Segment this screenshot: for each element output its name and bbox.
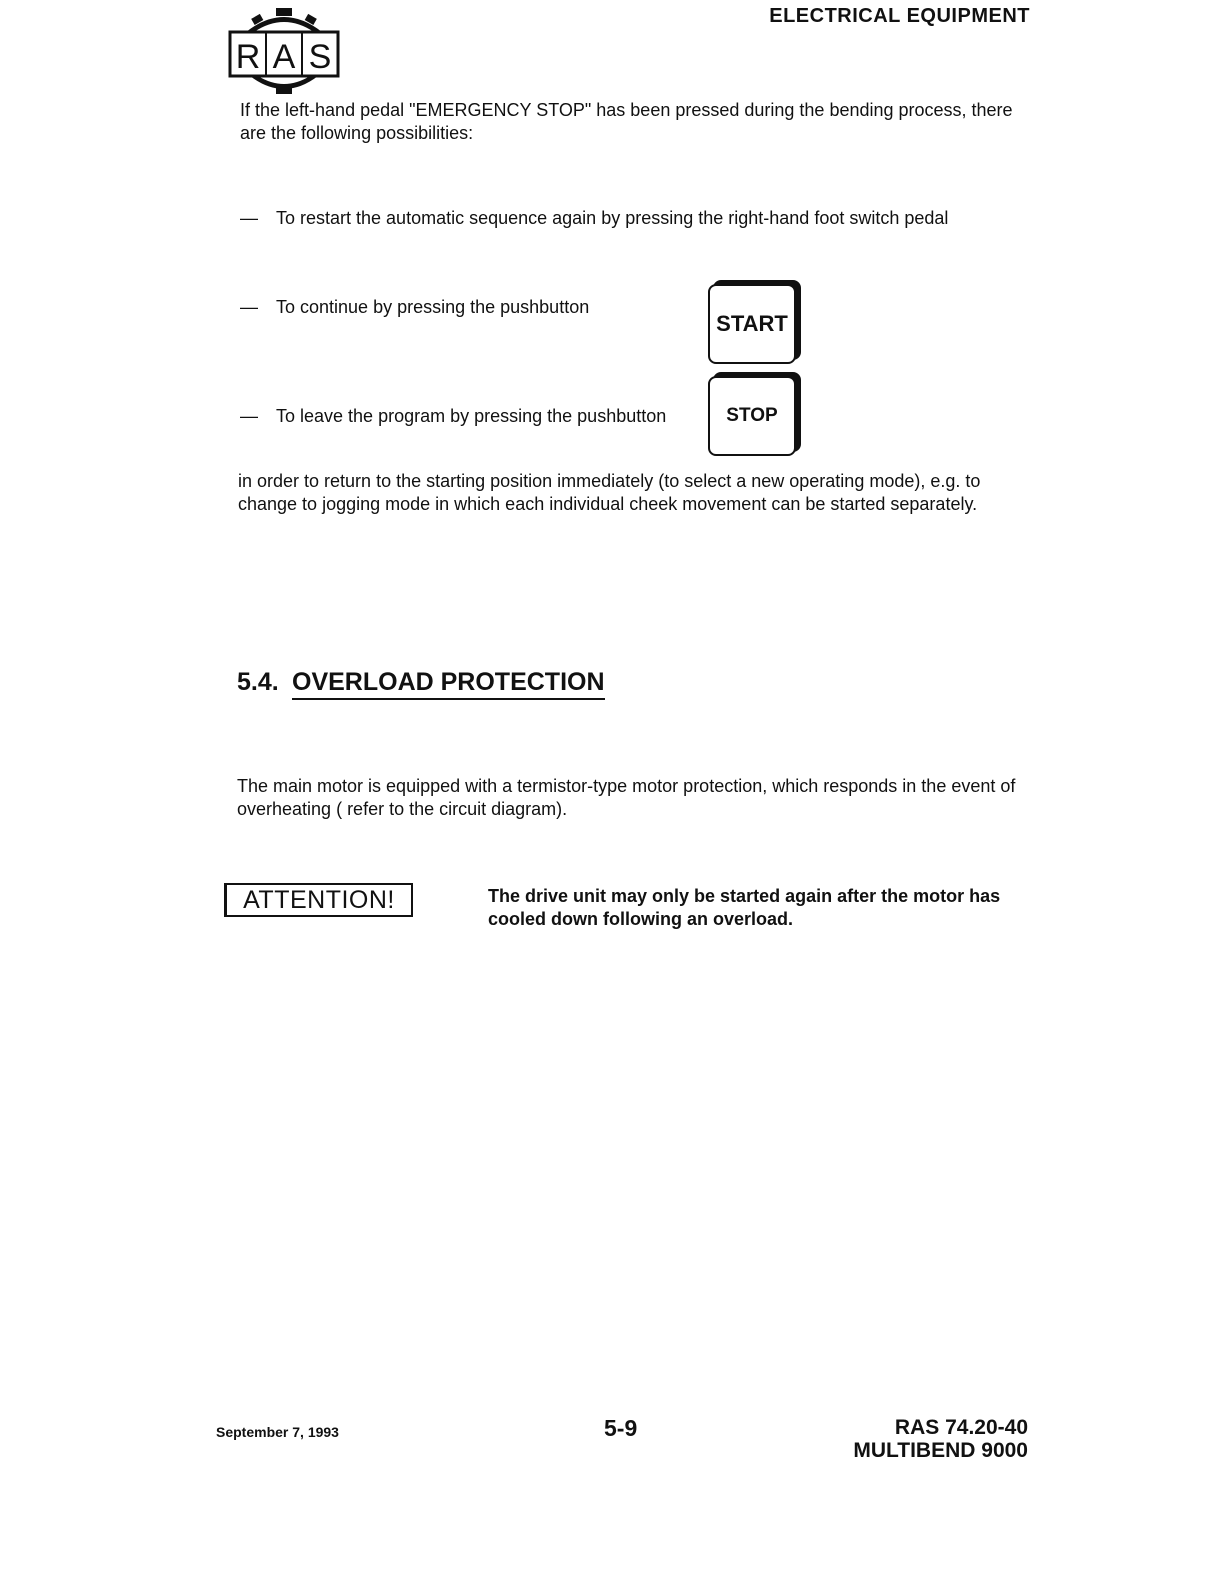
footer-document (800, 1416, 1028, 1462)
overload-paragraph: The main motor is equipped with a termistor-type motor protection, which responds in the event of overheating ( refer to the circuit diagram). (237, 776, 1016, 819)
section-heading (237, 668, 605, 700)
option-restart (240, 208, 948, 229)
attention-text: The drive unit may only be started again after the motor has cooled down following an overload. (488, 886, 1001, 929)
option-continue (240, 297, 589, 318)
option-dash: — (240, 297, 258, 317)
document-name: MULTIBEND 9000 (853, 1439, 1028, 1462)
option-text: To leave the program by pressing the pushbutton (276, 406, 667, 426)
page-number: 5-9 (604, 1415, 638, 1441)
option-dash: — (240, 208, 258, 228)
logo-letter-r: R (235, 38, 261, 76)
start-pushbutton: START (708, 284, 796, 364)
option-text: To continue by pressing the pushbutton (276, 297, 590, 317)
attention-label: ATTENTION! (224, 883, 413, 917)
section-title: OVERLOAD PROTECTION (292, 668, 605, 700)
section-number: 5.4. (237, 668, 279, 696)
logo-letter-s: S (308, 38, 332, 76)
document-number: RAS 74.20-40 (894, 1416, 1028, 1439)
logo-letter-a: A (272, 38, 296, 76)
option-dash: — (240, 406, 258, 426)
footer-date: September 7, 1993 (216, 1424, 339, 1440)
stop-pushbutton: STOP (708, 376, 796, 456)
return-paragraph: in order to return to the starting position immediately (to select a new operating mode), e.g. to change to jogging mode in which each individual cheek movement can be started separately. (238, 471, 981, 514)
option-leave (240, 406, 666, 427)
option-text: To restart the automatic sequence again by pressing the right-hand foot switch pedal (276, 208, 949, 228)
intro-paragraph: If the left-hand pedal "EMERGENCY STOP" has been pressed during the bending process, there are the following possibilities: (240, 100, 1013, 143)
ras-logo (226, 6, 342, 96)
header-title: ELECTRICAL EQUIPMENT (769, 5, 1030, 27)
